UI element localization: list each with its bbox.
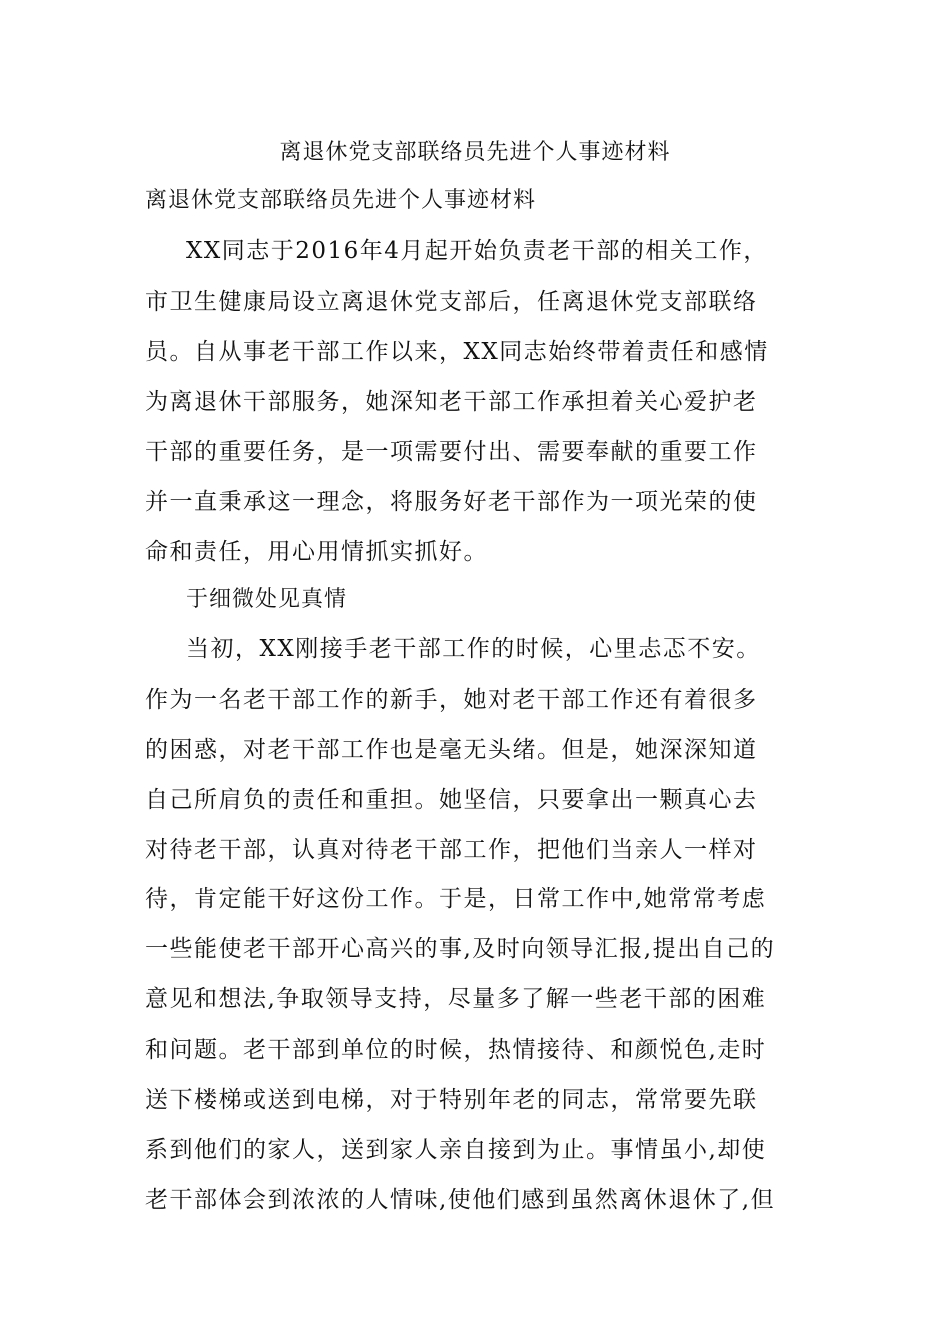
paragraph-line: 送下楼梯或送到电梯，对于特别年老的同志，常常要先联 xyxy=(145,1087,758,1113)
paragraph-line: 一些能使老干部开心高兴的事,及时向领导汇报,提出自己的 xyxy=(145,936,776,962)
paragraph-line: 为离退休干部服务，她深知老干部工作承担着关心爱护老 xyxy=(145,389,758,415)
document-title: 离退休党支部联络员先进个人事迹材料 xyxy=(279,140,671,165)
paragraph-line: 系到他们的家人，送到家人亲自接到为止。事情虽小,却使 xyxy=(145,1137,767,1163)
paragraph-line: 员。自从事老干部工作以来，XX同志始终带着责任和感情 xyxy=(145,339,769,365)
paragraph-line: 当初，XX刚接手老干部工作的时候，心里忐忑不安。 xyxy=(186,636,761,662)
paragraph-line: 老干部体会到浓浓的人情味,使他们感到虽然离休退休了,但 xyxy=(145,1187,776,1213)
paragraph-line: 命和责任，用心用情抓实抓好。 xyxy=(145,539,488,565)
paragraph-line: 的困惑，对老干部工作也是毫无头绪。但是，她深深知道 xyxy=(145,737,758,763)
paragraph-line: 并一直秉承这一理念，将服务好老干部作为一项光荣的使 xyxy=(145,489,758,515)
document-subtitle: 离退休党支部联络员先进个人事迹材料 xyxy=(145,188,537,213)
paragraph-line: 意见和想法,争取领导支持，尽量多了解一些老干部的困难 xyxy=(145,986,767,1012)
section-heading: 于细微处见真情 xyxy=(186,587,348,612)
paragraph-line: 待，肯定能干好这份工作。于是，日常工作中,她常常考虑 xyxy=(145,886,767,912)
paragraph-line: 干部的重要任务，是一项需要付出、需要奉献的重要工作 xyxy=(145,439,758,465)
paragraph-line: 和问题。老干部到单位的时候，热情接待、和颜悦色,走时 xyxy=(145,1037,767,1063)
paragraph-line: 作为一名老干部工作的新手，她对老干部工作还有着很多 xyxy=(145,687,758,713)
paragraph-line: 自己所肩负的责任和重担。她坚信，只要拿出一颗真心去 xyxy=(145,787,758,813)
paragraph-line: 市卫生健康局设立离退休党支部后，任离退休党支部联络 xyxy=(145,289,758,315)
paragraph-line: 对待老干部，认真对待老干部工作，把他们当亲人一样对 xyxy=(145,837,758,863)
paragraph-line: XX同志于2016年4月起开始负责老干部的相关工作， xyxy=(186,238,768,264)
